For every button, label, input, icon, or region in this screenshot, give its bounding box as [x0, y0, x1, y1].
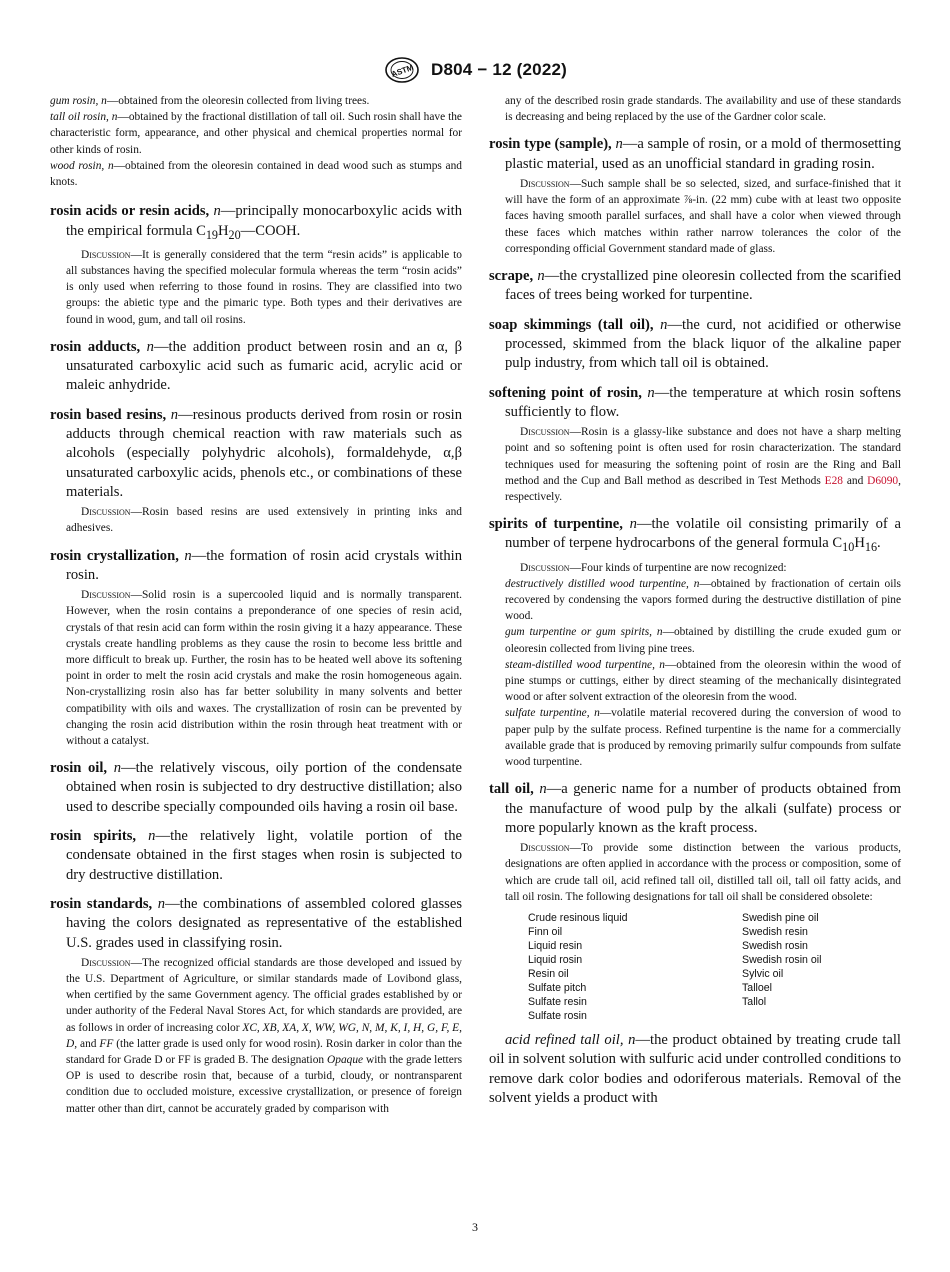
turpentine-kind-item: gum turpentine or gum spirits, n—obtained by distilling the crude exuded gum or oleoresin collected from living pine trees. [505, 626, 901, 655]
obsolete-item: Swedish resin [742, 925, 808, 938]
page-number: 3 [472, 1220, 478, 1234]
discussion-rosin-standards: Discussion—The recognized official standards are those developed and issued by the U.S. Department of Agriculture, or similar standards made of Lovibond glass, when certified by the same Government agency. The official grades established by or under authority of the Federal Naval Stores Act, for which standards are provided, are as follows in order of increasing color XC, XB, XA, X, WW, WG, N, M, K, I, H, G, F, E, D, and FF (the latter grade is used only for wood rosin). Rosin darker in color than the standard for Grade D or FF is graded B. The designation Opaque with the grade letters OP is used to describe rosin that, because of a turbid, cloudy, or nontransparent condition due to occluded moisture, excessive crystallization, or presence of foreign matter other than dirt, cannot be accurately graded by comparison with [66, 956, 462, 1115]
discussion-rosin-type: Discussion—Such sample shall be so selected, sized, and surface-finished that it will have the form of an approximate ⅞-in. (22 mm) cube with at least two opposite faces having smooth parallel surfaces, and shall have a color when viewed through these faces which matches within rather narrow tolerances the color of the corresponding official Government standard made of glass. [505, 178, 901, 255]
obsolete-designations-list [528, 911, 901, 1023]
discussion-rosin-acids: Discussion—It is generally considered that the term “resin acids” is applicable to all substances having the specified molecular formula whereas the term “rosin acids” is only used when referring to those found in rosins. They are classified into two groups: the abietic type and the pimaric type. Both types and their derivatives are found in wood, gum, and tall oil rosins. [66, 248, 462, 326]
term-soap-skimmings: soap skimmings (tall oil), n—the curd, not acidified or otherwise processed, skimmed from the black liquor of the alkaline paper pulp industry, from which tall oil is obtained. [489, 316, 902, 372]
page-header [0, 56, 950, 84]
term-rosin-spirits: rosin spirits, n—the relatively light, volatile portion of the condensate obtained in the first stages when rosin is subjected to dry destructive distillation. [50, 828, 462, 883]
term-spirits-of-turpentine: spirits of turpentine, n—the volatile oil consisting primarily of a number of terpene hydrocarbons of the general formula $C_{10}H_{16}$. [489, 516, 901, 555]
ref-link-d6090[interactable]: D6090 [867, 474, 899, 487]
term-rosin-based-resins: rosin based resins, n—resinous products derived from rosin or rosin adducts through chemical reaction with raw materials such as alcohols (especially polyhydric alcohols), formaldehyde, α,β unsaturated carboxylic acids, phenols etc., or combinations of these materials. [50, 406, 462, 500]
svg-text:ASTM: ASTM [390, 62, 415, 80]
turpentine-kind-item: steam-distilled wood turpentine, n—obtained from the oleoresin within the wood of pine stumps or cuttings, either by direct steaming of the mechanically disintegrated wood or after solvent extraction of the oleoresin from the wood. [505, 658, 901, 704]
obsolete-item: Talloel [742, 981, 773, 994]
obsolete-item: Crude resinous liquid [528, 911, 628, 924]
term-rosin-adducts: rosin adducts, n—the addition product between rosin and an α, β unsaturated carboxylic acid such as fumaric acid, acrylic acid or maleic anhydride. [50, 338, 462, 394]
term-rosin-standards: rosin standards, n—the combinations of assembled colored glasses having the colors designated as representative of the established U.S. grades used in classifying rosin. [50, 895, 462, 951]
ref-link-e28[interactable]: E28 [824, 474, 843, 487]
discussion-tall-oil: Discussion—To provide some distinction between the various products, designations are often applied in accordance with the process or composition, some of which are crude tall oil, acid refined tall oil, distilled tall oil, tall oil fatty acids, and tall oil rosin. The following designations for tall oil shall be considered obsolete: [505, 842, 901, 903]
obsolete-item: Finn oil [528, 925, 563, 938]
obsolete-item: Liquid rosin [528, 953, 583, 966]
term-rosin-acids: rosin acids or resin acids, n—principally monocarboxylic acids with the empirical formula $C_{19}H_{20}—COOH$. [50, 203, 462, 242]
term-scrape: scrape, n—the crystallized pine oleoresin collected from the scarified faces of trees being worked for turpentine. [489, 268, 901, 304]
astm-logo-icon [383, 56, 421, 84]
discussion-continuation: any of the described rosin grade standards. The availability and use of these standards is decreasing and being replaced by the use of the Gardner color scale. [505, 95, 901, 124]
obsolete-item: Swedish rosin [742, 939, 808, 952]
obsolete-item: Sulfate pitch [528, 981, 587, 994]
term-softening-point: softening point of rosin, n—the temperature at which rosin softens sufficiently to flow. [489, 384, 901, 420]
discussion-rosin-crystallization: Discussion—Solid rosin is a supercooled liquid and is normally transparent. However, when the rosin contains a preponderance of one species of resin acid, crystals of that resin acid can form within the rosin giving it a hazy appearance. These crystals create handling problems as they cause the rosin to become less brittle and more difficult to break up. Further, the rosin has to be heated well above its softening point in order to melt the rosin acid crystals and make the rosin homogeneous again. Non-crystallizing rosin also has far better solubility in many solvents and better compatibility with oils and waxes. The crystallization of rosin can be prevented by changing the rosin acid distribution within the rosin through heat treatment with or without a catalyst. [66, 589, 462, 747]
discussion-spirits-of-turpentine: Discussion—Four kinds of turpentine are now recognized: [520, 561, 787, 574]
term-rosin-oil: rosin oil, n—the relatively viscous, oily portion of the condensate obtained when rosin is subjected to dry destructive distillation; also used to describe specially compounded oils having a rosin oil base. [50, 760, 462, 815]
obsolete-item: Sulfate rosin [528, 1009, 587, 1022]
subterm-acid-refined-tall-oil: acid refined tall oil, n—the product obtained by treating crude tall oil in solvent solution with sulfuric acid under controlled conditions to remove dark color bodies and odoriferous materials. Removal of the solvent yields a product with [489, 1031, 901, 1106]
obsolete-item: Tallol [742, 995, 767, 1008]
subdef-gum-rosin: gum rosin, n—obtained from the oleoresin collected from living trees. [50, 95, 370, 107]
subdef-wood-rosin: wood rosin, n—obtained from the oleoresin contained in dead wood such as stumps and knots. [50, 159, 462, 189]
obsolete-item: Swedish pine oil [742, 911, 819, 924]
left-column [50, 93, 462, 1117]
right-column [489, 93, 901, 1108]
turpentine-kind-item: destructively distilled wood turpentine, n—obtained by fractionation of certain oils recovered by condensing the vapors formed during the destructive distillation of pine wood. [505, 577, 901, 623]
discussion-softening-point: Discussion—Rosin is a glassy-like substance and does not have a sharp melting point and so softening point is often used for rosin characterization. The standard techniques used for measuring the softening point of rosin are the Ring and Ball method and the Cup and Ball method as described in Test Methods E28 and D6090, respectively. [505, 426, 901, 503]
subdef-tall-oil-rosin: tall oil rosin, n—obtained by the fractional distillation of tall oil. Such rosin shall have the characteristic form, appearance, and other physical and chemical properties normal for other kinds of rosin. [50, 111, 462, 156]
obsolete-item: Swedish rosin oil [742, 953, 822, 966]
turpentine-kind-item: sulfate turpentine, n—volatile material recovered during the conversion of wood to paper pulp by the sulfate process. Refined turpentine is the name for a commercially available grade that is produced by removing primarily sulfur compounds from sulfate wood turpentine. [505, 707, 901, 769]
document-title: D804 − 12 (2022) [431, 60, 567, 79]
term-rosin-crystallization: rosin crystallization, n—the formation of rosin acid crystals within rosin. [50, 547, 462, 583]
obsolete-item: Resin oil [528, 967, 569, 980]
obsolete-item: Sylvic oil [742, 967, 784, 980]
obsolete-item: Sulfate resin [528, 995, 587, 1008]
term-tall-oil: tall oil, n—a generic name for a number of products obtained from the manufacture of wood pulp by the alkali (sulfate) process or more popularly known as the kraft process. [489, 781, 901, 836]
term-rosin-type: rosin type (sample), n—a sample of rosin, or a mold of thermosetting plastic material, used as an unofficial standard in grading rosin. [489, 136, 901, 172]
obsolete-item: Liquid resin [528, 939, 583, 952]
discussion-rosin-based-resins: Discussion—Rosin based resins are used extensively in printing inks and adhesives. [66, 506, 462, 535]
